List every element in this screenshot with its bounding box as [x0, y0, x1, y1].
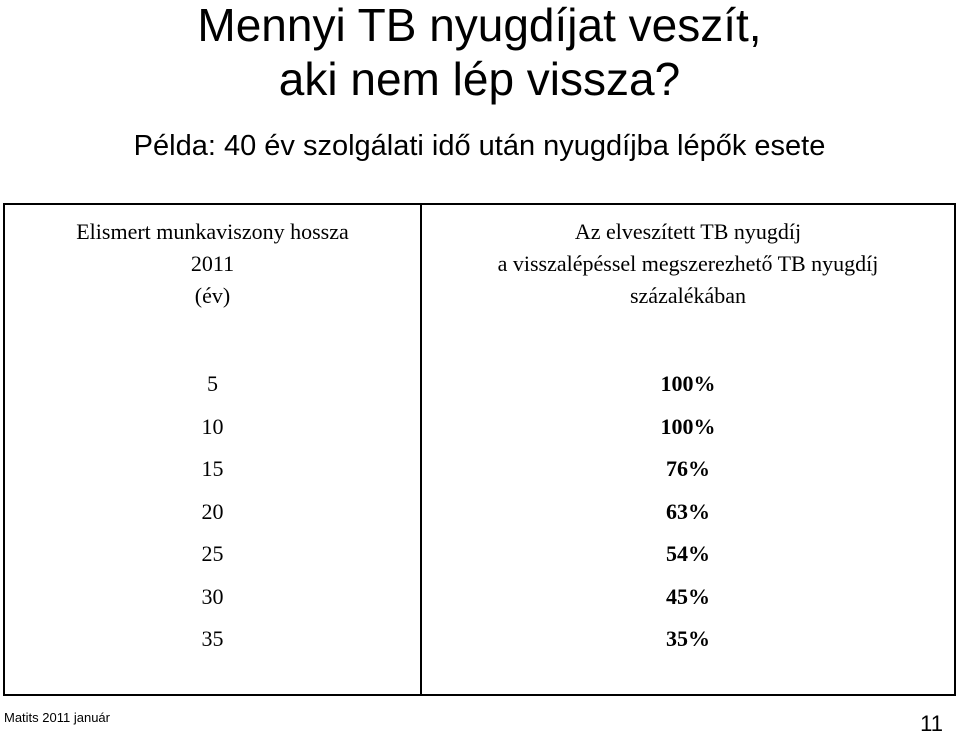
- percent-cell: 63%: [666, 498, 710, 524]
- years-cell: 30: [201, 583, 224, 609]
- years-cell: 5: [207, 371, 218, 396]
- years-header-line: 2011: [190, 251, 235, 276]
- years-cell: 15: [201, 456, 224, 481]
- percent-header-line: a visszalépéssel megszerezhető TB nyugdíj: [497, 251, 879, 276]
- years-header-line: Elismert munkaviszony hossza: [76, 219, 349, 244]
- slide-subtitle: Példa: 40 év szolgálati idő után nyugdíjba lépők esete: [133, 130, 826, 162]
- slide-title-line1: Mennyi TB nyugdíjat veszít,: [197, 0, 762, 51]
- years-column: [5, 205, 420, 694]
- years-column-header: [5, 216, 420, 312]
- percent-column-header: [422, 216, 954, 312]
- percent-cell: 100%: [660, 371, 716, 396]
- percent-values: [422, 368, 954, 666]
- percent-cell: 35%: [666, 626, 710, 651]
- percent-cell: 76%: [666, 456, 710, 481]
- page-number: 11: [920, 711, 943, 736]
- percent-header-line: százalékában: [629, 283, 747, 308]
- years-cell: 25: [201, 541, 224, 566]
- years-cell: 35: [201, 626, 224, 651]
- data-table: [3, 203, 956, 696]
- percent-cell: 100%: [660, 413, 716, 439]
- percent-cell: 54%: [666, 541, 710, 566]
- slide-title-line2: aki nem lép vissza?: [278, 53, 681, 105]
- years-header-line: (év): [194, 283, 231, 308]
- years-cell: 10: [201, 413, 224, 439]
- years-cell: 20: [201, 498, 224, 524]
- years-values: [5, 368, 420, 666]
- percent-header-line: Az elveszített TB nyugdíj: [574, 219, 802, 244]
- percent-cell: 45%: [666, 583, 710, 609]
- footer-author-date: Matits 2011 január: [4, 710, 110, 725]
- percent-column: [422, 205, 954, 694]
